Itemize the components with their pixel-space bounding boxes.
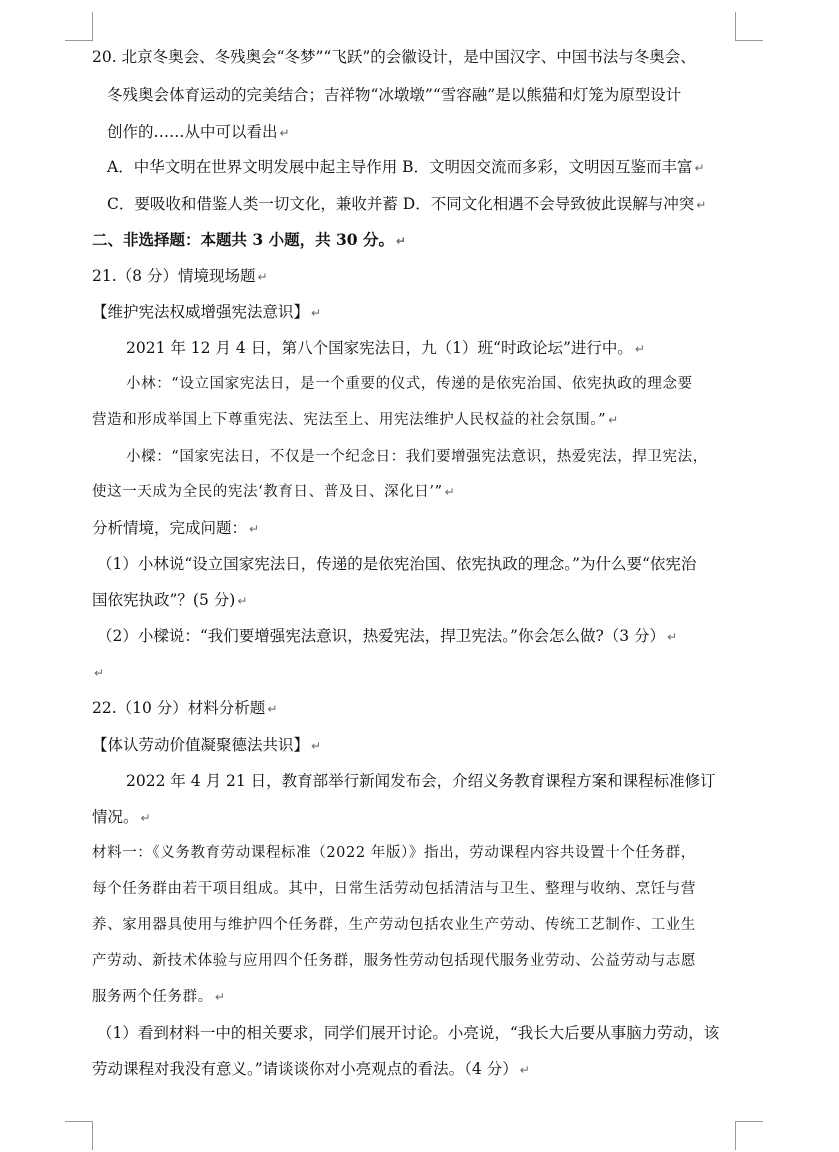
line-text: 情况。 (92, 808, 139, 826)
line-text: 创作的……从中可以看出 (107, 123, 278, 141)
text-line (126, 374, 839, 394)
text-line (97, 626, 839, 647)
text-line (92, 482, 839, 502)
text-line (92, 915, 839, 935)
line-text: 22.（10 分）材料分析题 (92, 699, 266, 717)
corner-mark-top-left (65, 12, 93, 41)
text-line (92, 590, 839, 611)
line-text: 小林：“设立国家宪法日，是一个重要的仪式，传递的是依宪治国、依宪执政的理念要 (126, 376, 693, 392)
line-text: 材料一：《义务教育劳动课程标准（2022 年版）》指出，劳动课程内容共设置十个任务群， (92, 845, 696, 861)
line-text: 2021 年 12 月 4 日，第八个国家宪法日，九（1）班“时政论坛”进行中。 (126, 339, 633, 357)
text-line (92, 230, 839, 251)
paragraph-mark-icon: ↵ (395, 234, 407, 248)
line-text: C．要吸收和借鉴人类一切文化，兼收并蓄 D．不同文化相遇不会导致彼此误解与冲突 (107, 195, 695, 213)
line-text: 营造和形成举国上下尊重宪法、宪法至上、用宪法维护人民权益的社会氛围。” (92, 412, 607, 428)
paragraph-mark-icon: ↵ (634, 342, 645, 356)
line-text: 产劳动、新技术体验与应用四个任务群，服务性劳动包括现代服务业劳动、公益劳动与志愿 (92, 953, 696, 969)
text-line (107, 85, 839, 105)
text-line (92, 698, 839, 719)
paragraph-mark-icon: ↵ (311, 739, 322, 753)
text-line (92, 518, 839, 539)
text-line (107, 157, 839, 178)
line-text: 2022 年 4 月 21 日，教育部举行新闻发布会，介绍义务教育课程方案和课程标准修订 (126, 772, 716, 790)
paragraph-mark-icon: ↵ (267, 702, 278, 716)
paragraph-mark-icon: ↵ (237, 594, 248, 608)
text-line (92, 807, 839, 828)
corner-mark-top-right (735, 12, 763, 41)
text-line (126, 447, 839, 467)
line-text: 使这一天成为全民的宪法‘教育日、普及日、深化日’” (92, 484, 443, 500)
text-line (92, 1059, 839, 1080)
paragraph-mark-icon: ↵ (257, 270, 268, 284)
text-line (92, 843, 839, 863)
line-text: 分析情境，完成问题： (92, 519, 248, 537)
line-text: 21.（8 分）情境现场题 (92, 267, 256, 285)
text-line (92, 735, 839, 756)
text-line (107, 194, 839, 215)
line-text: 【维护宪法权威增强宪法意识】 (92, 303, 310, 321)
line-text: （1）小林说“设立国家宪法日，传递的是依宪治国、依宪执政的理念。”为什么要“依宪治 (97, 555, 697, 573)
paragraph-mark-icon: ↵ (311, 306, 322, 320)
text-line (92, 302, 839, 323)
line-text: 每个任务群由若干项目组成。其中，日常生活劳动包括清洁与卫生、整理与收纳、烹饪与营 (92, 881, 696, 897)
line-text: （1）看到材料一中的相关要求，同学们展开讨论。小亮说，“我长大后要从事脑力劳动，该 (97, 1024, 720, 1042)
text-line (92, 951, 839, 971)
text-line (92, 879, 839, 899)
line-text: 20. 北京冬奥会、冬残奥会“冬梦”“飞跃”的会徽设计，是中国汉字、中国书法与冬奥会、 (92, 48, 696, 66)
corner-mark-bottom-right (735, 1121, 763, 1150)
paragraph-mark-icon: ↵ (214, 990, 226, 1004)
paragraph-mark-icon: ↵ (608, 413, 619, 427)
line-text: （2）小樑说：“我们要增强宪法意识，热爱宪法，捍卫宪法。”你会怎么做?（3 分） (97, 627, 666, 645)
paragraph-mark-icon: ↵ (94, 666, 105, 680)
line-text: 小樑：“国家宪法日，不仅是一个纪念日：我们要增强宪法意识，热爱宪法，捍卫宪法， (126, 449, 708, 465)
text-line (92, 266, 839, 287)
text-line (92, 410, 839, 430)
text-line (92, 987, 839, 1007)
paragraph-mark-icon: ↵ (519, 1063, 530, 1077)
line-text: A．中华文明在世界文明发展中起主导作用 B．文明因交流而多彩，文明因互鉴而丰富 (107, 158, 693, 176)
paragraph-mark-icon: ↵ (667, 630, 678, 644)
paragraph-mark-icon: ↵ (694, 161, 705, 175)
line-text: 养、家用器具使用与维护四个任务群，生产劳动包括农业生产劳动、传统工艺制作、工业生 (92, 917, 696, 933)
text-line (97, 1023, 839, 1043)
paragraph-mark-icon: ↵ (696, 198, 707, 212)
corner-mark-bottom-left (65, 1121, 93, 1150)
line-text: 劳动课程对我没有意义。”请谈谈你对小亮观点的看法。（4 分） (92, 1060, 518, 1078)
text-line (126, 338, 839, 359)
paragraph-mark-icon: ↵ (279, 126, 290, 140)
line-text: 二、非选择题：本题共 3 小题，共 30 分。 (92, 230, 394, 249)
paragraph-mark-icon: ↵ (249, 522, 260, 536)
paragraph-mark-icon: ↵ (140, 811, 151, 825)
line-text: 国依宪执政”？(5 分) (92, 591, 236, 609)
text-line (107, 122, 839, 143)
text-line (126, 771, 839, 791)
line-text: 【体认劳动价值凝聚德法共识】 (92, 736, 310, 754)
line-text: 服务两个任务群。 (92, 989, 213, 1005)
line-text: 冬残奥会体育运动的完美结合；吉祥物“冰墩墩”“雪容融”是以熊猫和灯笼为原型设计 (107, 86, 682, 104)
text-line (92, 47, 839, 67)
text-line (97, 554, 839, 574)
text-line (92, 662, 839, 683)
paragraph-mark-icon: ↵ (444, 485, 456, 499)
